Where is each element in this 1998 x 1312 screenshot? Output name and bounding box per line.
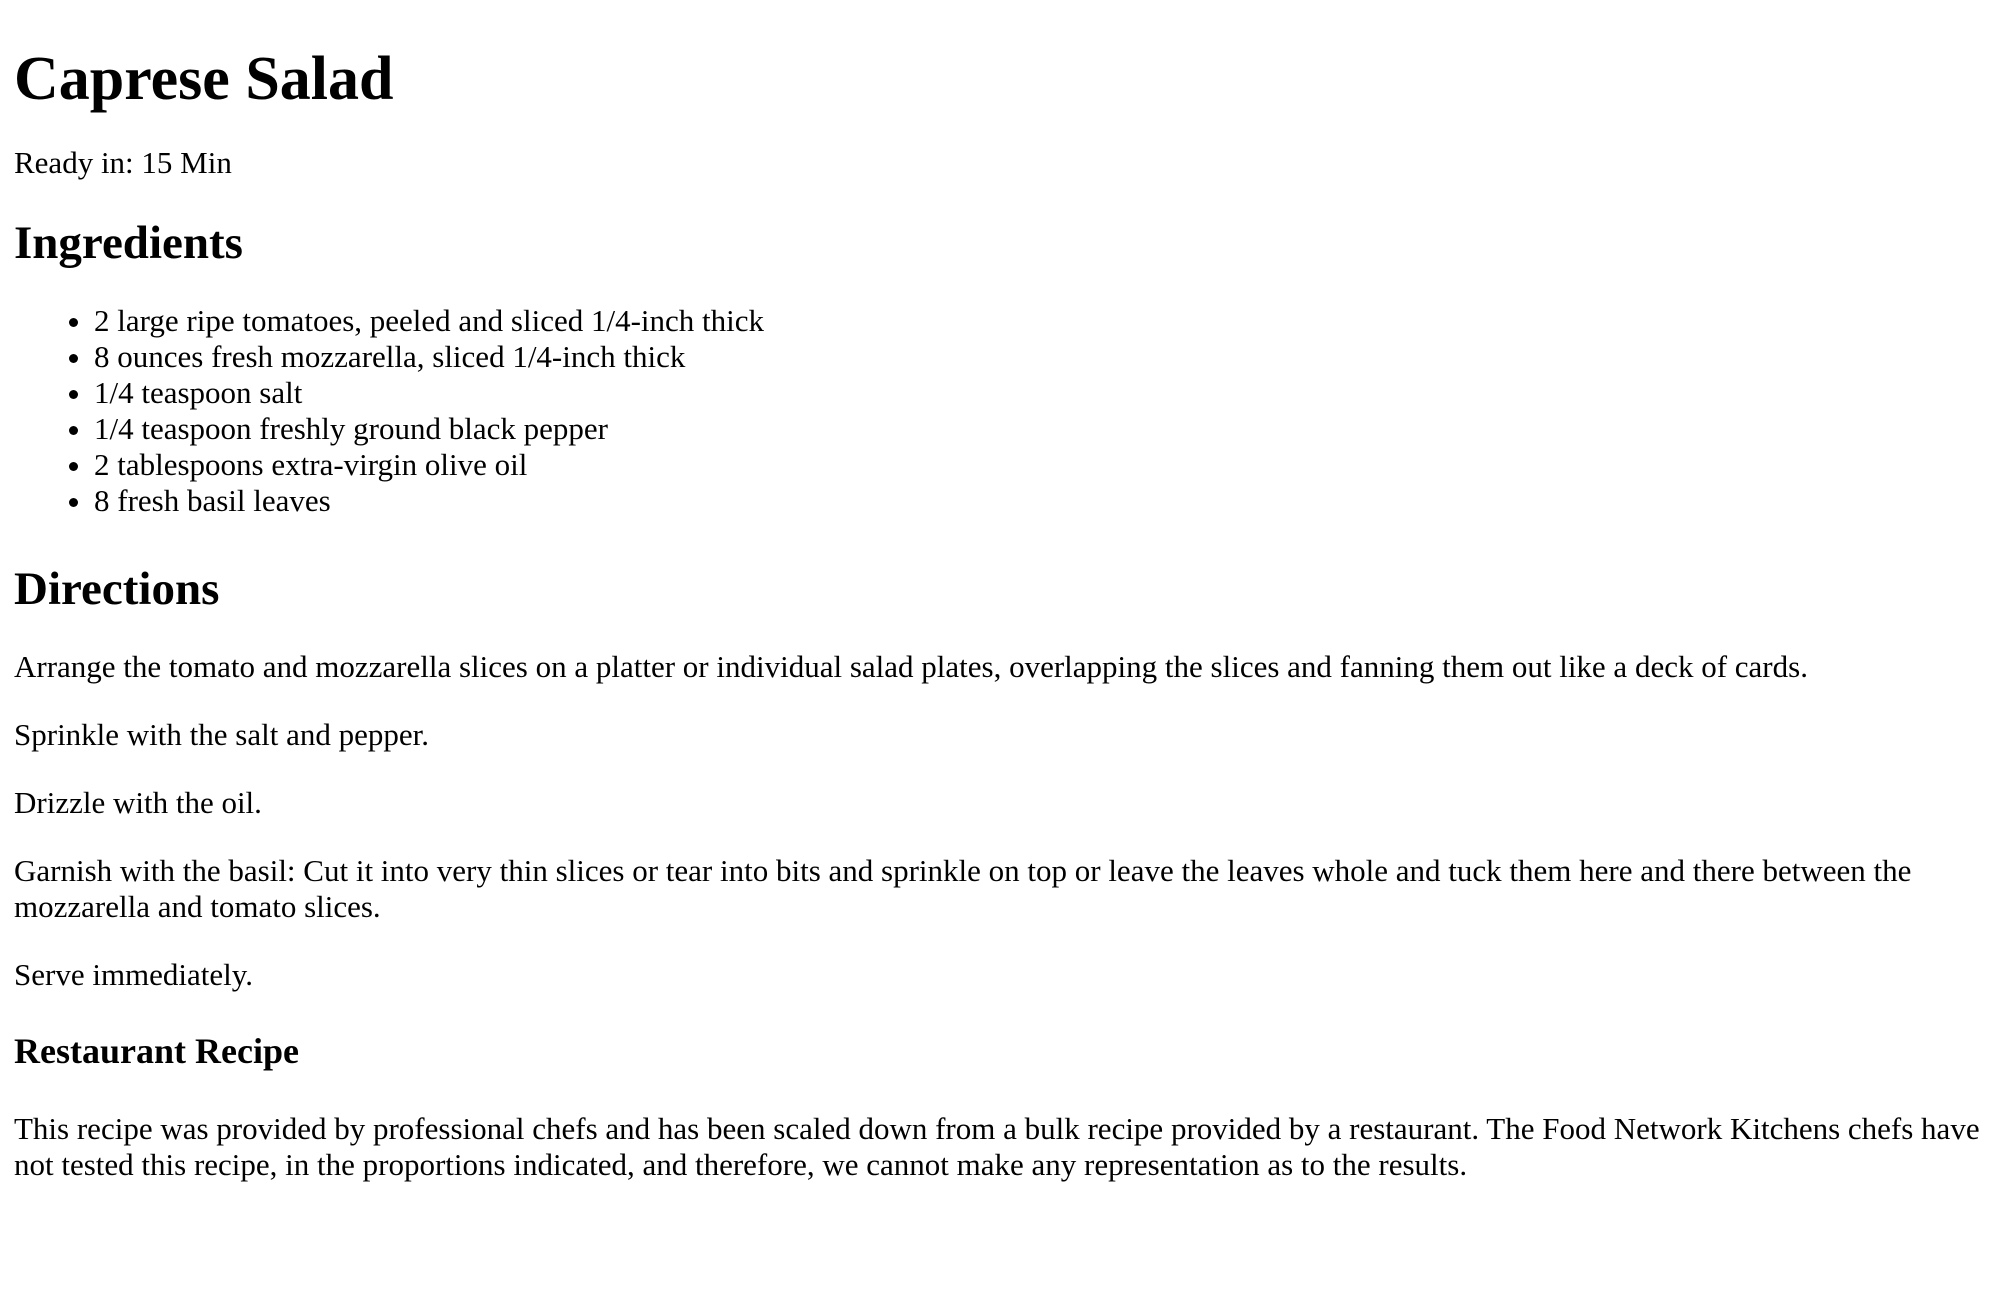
ingredient-item: • 1/4 teaspoon salt	[94, 375, 1990, 411]
ingredient-item: • 1/4 teaspoon freshly ground black pepper	[94, 411, 1990, 447]
ingredient-item: • 8 fresh basil leaves	[94, 483, 1990, 519]
ingredient-item: • 8 ounces fresh mozzarella, sliced 1/4-inch thick	[94, 339, 1990, 375]
ingredient-item: • 2 tablespoons extra-virgin olive oil	[94, 447, 1990, 483]
direction-step: Garnish with the basil: Cut it into very thin slices or tear into bits and sprinkle on top or leave the leaves whole and tuck them here and there between the mozzarella and tomato slices.	[14, 853, 1912, 924]
ingredient-item: • 2 large ripe tomatoes, peeled and sliced 1/4-inch thick	[94, 303, 1990, 339]
direction-step: Serve immediately.	[14, 957, 254, 992]
direction-step: Arrange the tomato and mozzarella slices on a platter or individual salad plates, overlapping the slices and fanning them out like a deck of cards.	[14, 649, 1808, 684]
ingredients-heading: Ingredients	[14, 217, 243, 269]
directions-heading: Directions	[14, 563, 220, 615]
ready-time: Ready in: 15 Min	[14, 145, 232, 180]
direction-step: Drizzle with the oil.	[14, 785, 262, 820]
page-title: Caprese Salad	[14, 45, 394, 113]
direction-step: Sprinkle with the salt and pepper.	[14, 717, 429, 752]
restaurant-recipe-heading: Restaurant Recipe	[14, 1031, 299, 1071]
ingredients-list	[14, 303, 1990, 519]
restaurant-disclaimer: This recipe was provided by professional chefs and has been scaled down from a bulk recipe provided by a restaurant. The Food Network Kitchens chefs have not tested this recipe, in the proportions indicated, and therefore, we cannot make any representation as to the results.	[14, 1111, 1980, 1182]
